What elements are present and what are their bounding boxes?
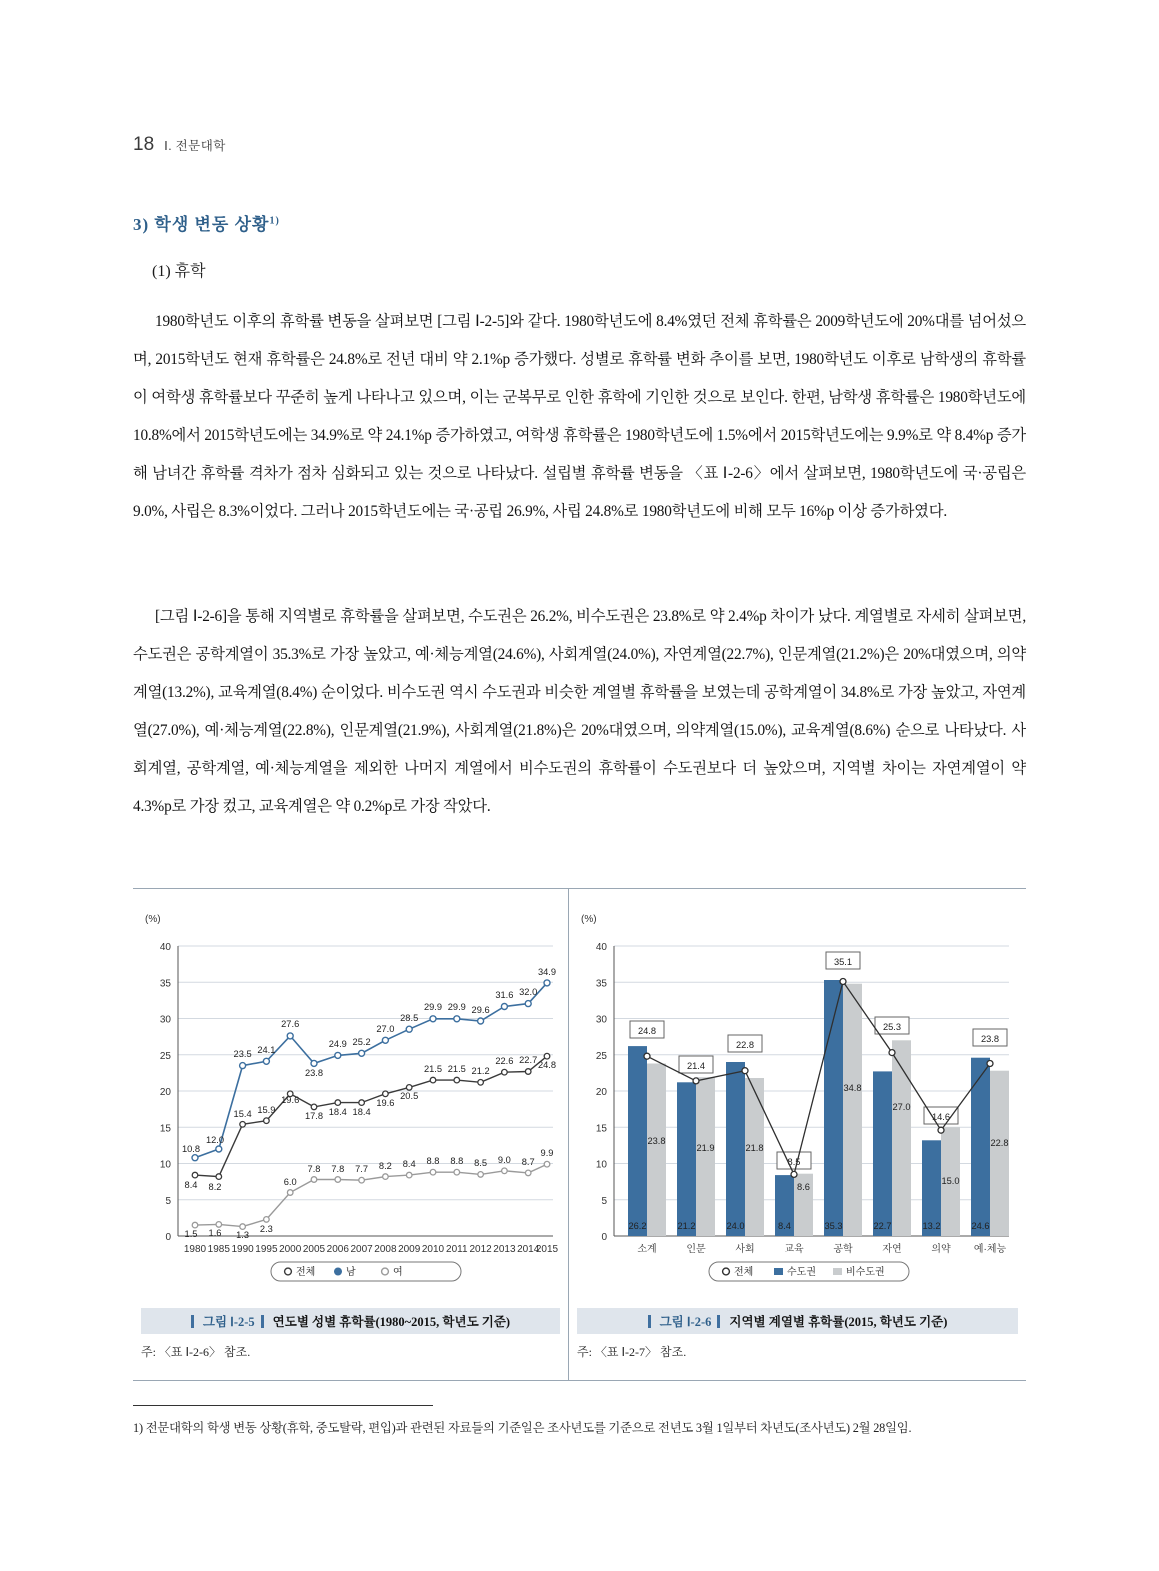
svg-text:34.8: 34.8 xyxy=(843,1083,862,1093)
svg-text:1.6: 1.6 xyxy=(208,1228,222,1238)
svg-text:35.3: 35.3 xyxy=(824,1221,843,1231)
svg-text:8.4: 8.4 xyxy=(778,1221,791,1231)
svg-text:2.3: 2.3 xyxy=(259,1224,273,1234)
svg-text:10: 10 xyxy=(595,1159,607,1171)
svg-text:8.4: 8.4 xyxy=(184,1180,198,1190)
svg-text:8.8: 8.8 xyxy=(450,1156,464,1166)
caption-bar-icon-2 xyxy=(717,1315,720,1328)
svg-text:2005: 2005 xyxy=(302,1244,326,1255)
y-tick-labels xyxy=(596,942,608,1243)
svg-text:22.8: 22.8 xyxy=(990,1138,1009,1148)
svg-text:1.5: 1.5 xyxy=(184,1229,198,1239)
svg-text:14.6: 14.6 xyxy=(931,1112,951,1122)
svg-text:27.0: 27.0 xyxy=(376,1024,395,1034)
svg-text:25: 25 xyxy=(159,1050,171,1062)
svg-text:9.9: 9.9 xyxy=(540,1148,554,1158)
svg-text:15.0: 15.0 xyxy=(941,1176,960,1186)
series-female-line xyxy=(195,1164,547,1226)
svg-text:2009: 2009 xyxy=(398,1244,421,1255)
figure-left-caption xyxy=(141,1308,560,1334)
footnote-rule xyxy=(133,1405,433,1406)
series-male-line xyxy=(195,983,547,1158)
svg-text:20: 20 xyxy=(159,1087,171,1098)
page-header xyxy=(133,134,226,156)
paragraph-1-text: 1980학년도 이후의 휴학률 변동을 살펴보면 [그림 Ⅰ-2-5]와 같다. 1980학년도에 8.4%였던 전체 휴학률은 2009학년도에 20%대를 넘어섰으며, 2015학년도 현재 휴학률은 24.8%로 전년 대비 약 2.1%p 증가했다. 성별로 휴학률 변화 추이를 보면, 1980학년도 이후로 남학생의 휴학률이 여학생 휴학률보다 꾸준히 높게 나타나고 있으며, 이는 군복무로 인한 휴학에 기인한 것으로 보인다. 한편, 남학생 휴학률은 1980학년도에 10.8%에서 2015학년도에는 34.9%로 약 24.1%p 증가하였고, 여학생 휴학률은 1980학년도에 1.5%에서 2015학년도에는 9.9%로 약 8.4%p 증가해 남녀간 휴학률 격차가 점차 심화되고 있는 것으로 나타났다. 설립별 휴학률 변동을 〈표 Ⅰ-2-6〉에서 살펴보면, 1980학년도에 국·공립은 9.0%, 사립은 8.3%이었다. 그러나 2015학년도에는 국·공립 26.9%, 사립 24.8%로 1980학년도에 비해 모두 16%p 이상 증가하였다. xyxy=(133,313,1026,520)
svg-text:23.5: 23.5 xyxy=(233,1049,252,1059)
svg-text:18.4: 18.4 xyxy=(328,1107,347,1117)
svg-text:12.0: 12.0 xyxy=(205,1135,225,1145)
y-tick-labels xyxy=(160,942,172,1243)
paragraph-2 xyxy=(133,598,1026,826)
svg-text:19.6: 19.6 xyxy=(281,1095,300,1105)
legend-item-total: 전체 xyxy=(296,1267,316,1278)
svg-text:2008: 2008 xyxy=(374,1244,397,1255)
page-number: 18 xyxy=(133,134,155,155)
section-heading-footnote-marker: 1) xyxy=(269,215,280,227)
legend-item-total: 전체 xyxy=(734,1267,754,1278)
svg-text:0: 0 xyxy=(601,1232,607,1243)
section-heading xyxy=(133,210,280,235)
svg-text:27.6: 27.6 xyxy=(281,1019,300,1029)
footnote xyxy=(133,1418,1033,1436)
svg-text:23.8: 23.8 xyxy=(980,1034,1000,1044)
legend-item-female: 여 xyxy=(393,1267,403,1278)
svg-text:6.0: 6.0 xyxy=(283,1177,297,1187)
svg-text:17.8: 17.8 xyxy=(304,1111,324,1121)
bar-chart-svg xyxy=(569,896,1026,1286)
svg-text:24.8: 24.8 xyxy=(537,1060,557,1070)
bar-chart-legend xyxy=(709,1262,909,1281)
figure-right-caption xyxy=(577,1308,1018,1334)
figure-left-note: 주: 〈표 Ⅰ-2-6〉 참조. xyxy=(141,1345,251,1359)
footnote-text: 전문대학의 학생 변동 상황(휴학, 중도탈락, 편입)과 관련된 자료들의 기준일은 조사년도를 기준으로 전년도 3월 1일부터 차년도(조사년도) 2월 28일임. xyxy=(145,1421,912,1435)
svg-text:23.8: 23.8 xyxy=(647,1136,666,1146)
svg-text:5: 5 xyxy=(601,1195,607,1207)
svg-text:40: 40 xyxy=(595,942,607,953)
svg-text:26.2: 26.2 xyxy=(628,1221,647,1231)
svg-text:22.6: 22.6 xyxy=(495,1056,514,1066)
line-chart xyxy=(133,896,568,1291)
svg-text:24.8: 24.8 xyxy=(637,1026,657,1036)
svg-text:30: 30 xyxy=(595,1014,607,1026)
svg-text:10: 10 xyxy=(159,1159,171,1171)
svg-text:예·체능: 예·체능 xyxy=(973,1244,1007,1255)
svg-text:28.5: 28.5 xyxy=(400,1013,419,1023)
svg-text:2000: 2000 xyxy=(279,1244,302,1255)
svg-text:23.8: 23.8 xyxy=(304,1068,324,1078)
x-tick-labels xyxy=(637,1242,1006,1255)
svg-text:15: 15 xyxy=(595,1123,607,1135)
svg-text:공학: 공학 xyxy=(833,1244,853,1255)
svg-text:1980: 1980 xyxy=(183,1244,207,1255)
svg-text:21.5: 21.5 xyxy=(423,1064,443,1074)
svg-text:자연: 자연 xyxy=(882,1244,902,1255)
svg-text:25.2: 25.2 xyxy=(352,1037,371,1047)
svg-text:32.0: 32.0 xyxy=(519,987,538,997)
figure-left xyxy=(133,888,568,1380)
svg-text:24.6: 24.6 xyxy=(971,1221,990,1231)
caption-bar-icon xyxy=(648,1315,651,1328)
svg-text:2010: 2010 xyxy=(421,1244,445,1255)
svg-text:교육: 교육 xyxy=(784,1244,804,1255)
figure-left-caption-text: 연도별 성별 휴학률(1980~2015, 학년도 기준) xyxy=(272,1315,511,1329)
svg-text:2013: 2013 xyxy=(493,1244,516,1255)
legend-item-non-capital: 비수도권 xyxy=(846,1267,885,1278)
svg-text:20: 20 xyxy=(595,1087,607,1098)
svg-text:10.8: 10.8 xyxy=(181,1144,201,1154)
x-tick-labels xyxy=(184,1244,559,1255)
svg-text:1.3: 1.3 xyxy=(236,1230,250,1240)
svg-text:의약: 의약 xyxy=(931,1244,951,1255)
series-male-markers xyxy=(192,980,550,1161)
svg-text:34.9: 34.9 xyxy=(537,967,557,977)
legend-item-capital: 수도권 xyxy=(787,1267,816,1278)
figure-divider-bottom xyxy=(133,1380,1026,1381)
svg-text:40: 40 xyxy=(159,942,171,953)
svg-text:25.3: 25.3 xyxy=(882,1022,902,1032)
svg-text:15: 15 xyxy=(159,1123,171,1135)
svg-text:2006: 2006 xyxy=(326,1244,349,1255)
caption-bar-icon-2 xyxy=(261,1315,264,1328)
svg-text:35: 35 xyxy=(595,978,607,990)
svg-text:2007: 2007 xyxy=(350,1244,373,1255)
figure-left-caption-label: 그림 Ⅰ-2-5 xyxy=(202,1315,255,1329)
svg-text:8.2: 8.2 xyxy=(208,1182,222,1192)
svg-text:13.2: 13.2 xyxy=(922,1221,941,1231)
svg-text:30: 30 xyxy=(159,1014,171,1026)
svg-text:1985: 1985 xyxy=(207,1244,230,1255)
svg-text:15.4: 15.4 xyxy=(233,1109,252,1119)
y-axis-unit-label: (%) xyxy=(145,914,161,925)
svg-text:2012: 2012 xyxy=(469,1244,492,1255)
figure-right xyxy=(569,888,1026,1380)
svg-text:2015: 2015 xyxy=(535,1244,559,1255)
svg-text:8.6: 8.6 xyxy=(797,1182,810,1192)
svg-text:20.5: 20.5 xyxy=(400,1091,419,1101)
svg-text:8.7: 8.7 xyxy=(521,1157,535,1167)
svg-text:2011: 2011 xyxy=(446,1244,468,1255)
svg-text:9.0: 9.0 xyxy=(497,1155,511,1165)
svg-text:22.8: 22.8 xyxy=(735,1040,755,1050)
y-axis-unit-label: (%) xyxy=(581,914,597,925)
svg-text:24.0: 24.0 xyxy=(726,1221,745,1231)
svg-text:35: 35 xyxy=(159,978,171,990)
svg-text:15.9: 15.9 xyxy=(257,1105,276,1115)
line-chart-legend xyxy=(271,1262,461,1281)
section-heading-text: 3) 학생 변동 상황 xyxy=(133,215,270,234)
svg-text:1990: 1990 xyxy=(231,1244,254,1255)
svg-text:29.9: 29.9 xyxy=(423,1002,443,1012)
svg-text:1995: 1995 xyxy=(255,1244,278,1255)
svg-text:21.9: 21.9 xyxy=(696,1143,715,1153)
svg-text:8.2: 8.2 xyxy=(378,1161,392,1171)
svg-text:21.2: 21.2 xyxy=(471,1066,490,1076)
svg-text:7.8: 7.8 xyxy=(307,1164,321,1174)
caption-bar-icon xyxy=(191,1315,194,1328)
footnote-marker: 1) xyxy=(133,1421,143,1435)
svg-text:24.9: 24.9 xyxy=(328,1039,347,1049)
svg-text:8.4: 8.4 xyxy=(402,1159,416,1169)
legend-item-male: 남 xyxy=(346,1267,356,1278)
figure-right-caption-label: 그림 Ⅰ-2-6 xyxy=(659,1315,712,1329)
svg-text:5: 5 xyxy=(165,1195,171,1207)
svg-text:7.7: 7.7 xyxy=(355,1164,369,1174)
svg-text:21.8: 21.8 xyxy=(745,1143,764,1153)
svg-text:25: 25 xyxy=(595,1050,607,1062)
svg-text:21.5: 21.5 xyxy=(447,1064,466,1074)
line-chart-svg xyxy=(133,896,568,1286)
svg-text:24.1: 24.1 xyxy=(257,1045,276,1055)
svg-text:8.5: 8.5 xyxy=(474,1158,488,1168)
svg-text:0: 0 xyxy=(165,1232,171,1243)
paragraph-2-text: [그림 Ⅰ-2-6]을 통해 지역별로 휴학률을 살펴보면, 수도권은 26.2%, 비수도권은 23.8%로 약 2.4%p 차이가 났다. 계열별로 자세히 살펴보면, 수도권은 공학계열이 35.3%로 가장 높았고, 예·체능계열(24.6%), 사회계열(24.0%), 자연계열(22.7%), 인문계열(21.2%)은 20%대였으며, 의약계열(13.2%), 교육계열(8.4%) 순이었다. 비수도권 역시 수도권과 비슷한 계열별 휴학률을 보였는데 공학계열이 34.8%로 가장 높았고, 자연계열(27.0%), 예·체능계열(22.8%), 인문계열(21.9%), 사회계열(21.8%)은 20%대였으며, 의약계열(15.0%), 교육계열(8.6%) 순으로 나타났다. 사회계열, 공학계열, 예·체능계열을 제외한 나머지 계열에서 비수도권의 휴학률이 수도권보다 더 높았으며, 지역별 차이는 자연계열이 약 4.3%p로 가장 컸고, 교육계열은 약 0.2%p로 가장 작았다. xyxy=(133,608,1026,815)
svg-text:18.4: 18.4 xyxy=(352,1107,371,1117)
svg-text:19.6: 19.6 xyxy=(376,1098,395,1108)
svg-text:소계: 소계 xyxy=(637,1244,657,1255)
svg-text:22.7: 22.7 xyxy=(873,1221,892,1231)
svg-text:21.4: 21.4 xyxy=(686,1061,706,1071)
svg-text:8.5: 8.5 xyxy=(787,1157,801,1167)
bar-chart xyxy=(569,896,1026,1291)
gridlines xyxy=(178,946,553,1200)
svg-text:21.2: 21.2 xyxy=(677,1221,696,1231)
subsection-heading: (1) 휴학 xyxy=(152,263,206,280)
figure-right-caption-text: 지역별 계열별 휴학률(2015, 학년도 기준) xyxy=(729,1315,948,1329)
svg-text:22.7: 22.7 xyxy=(519,1055,538,1065)
svg-text:29.6: 29.6 xyxy=(471,1005,490,1015)
running-head-title: Ⅰ. 전문대학 xyxy=(164,139,226,153)
svg-text:27.0: 27.0 xyxy=(892,1102,911,1112)
svg-text:사회: 사회 xyxy=(735,1244,755,1255)
svg-text:31.6: 31.6 xyxy=(495,990,514,1000)
svg-text:29.9: 29.9 xyxy=(447,1002,466,1012)
svg-text:35.1: 35.1 xyxy=(833,957,853,967)
paragraph-1 xyxy=(133,303,1026,531)
svg-text:2014: 2014 xyxy=(517,1244,540,1255)
svg-text:7.8: 7.8 xyxy=(331,1164,345,1174)
svg-text:8.8: 8.8 xyxy=(426,1156,440,1166)
svg-text:인문: 인문 xyxy=(686,1244,706,1255)
figure-right-note: 주: 〈표 Ⅰ-2-7〉 참조. xyxy=(577,1345,687,1359)
